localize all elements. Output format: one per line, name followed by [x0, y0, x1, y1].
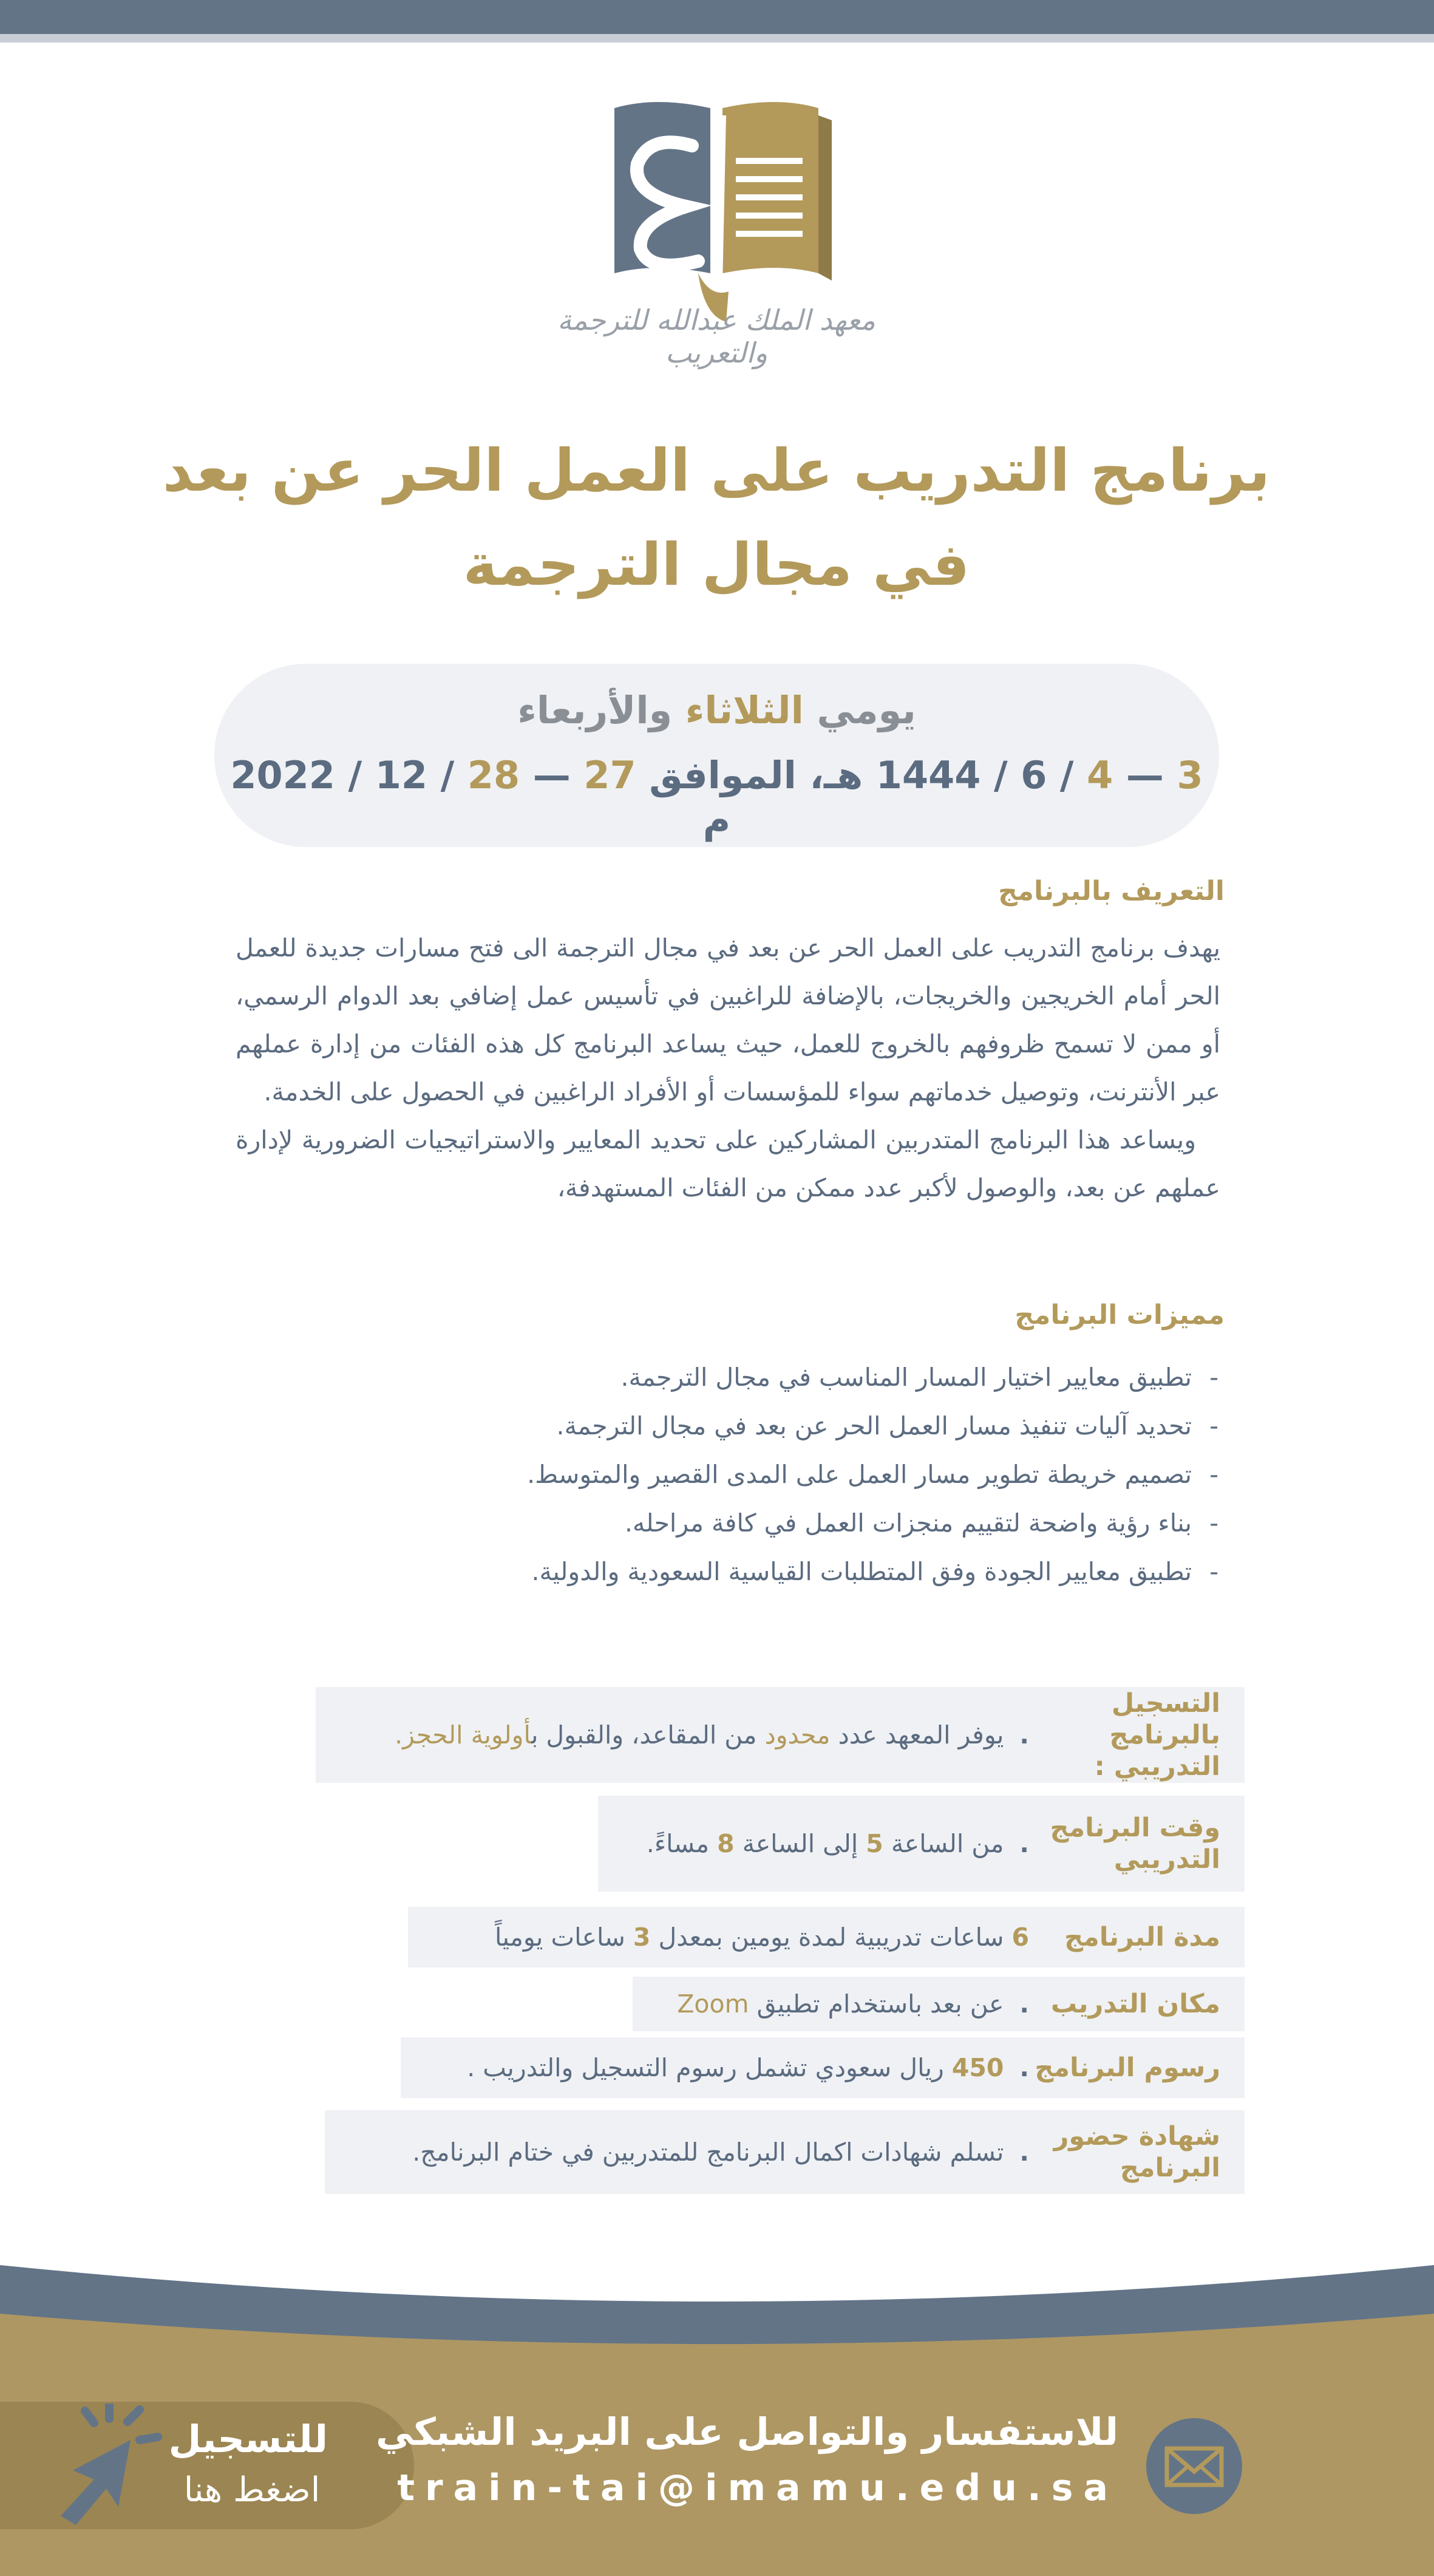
bullet: . — [1019, 1989, 1029, 2019]
features-heading: مميزات البرنامج — [1014, 1300, 1225, 1331]
top-bar-line — [0, 34, 1434, 43]
greg-dash: — — [520, 753, 584, 797]
info-value-location — [659, 1989, 1029, 2019]
info-row-fees — [401, 2037, 1245, 2098]
value-part: من المقاعد، والقبول ب — [531, 1720, 765, 1750]
top-bar — [0, 0, 1434, 34]
hijri-dash: — — [1113, 753, 1177, 797]
hijri-end-day: 4 — [1087, 753, 1113, 797]
list-item — [186, 1499, 1218, 1547]
info-row-location — [633, 1977, 1245, 2031]
value-part: ساعات تدريبية لمدة يومين بمعدل — [650, 1923, 1012, 1952]
contact-email[interactable]: train-tai@imamu.edu.sa — [397, 2467, 1118, 2509]
hijri-rest: / 6 / 1444 هـ، الموافق — [636, 753, 1087, 797]
value-highlight: أولوية الحجز. — [395, 1720, 531, 1750]
value-part: مساءً. — [646, 1829, 718, 1858]
value-highlight: 6 — [1011, 1923, 1029, 1952]
list-item — [186, 1402, 1218, 1450]
days-prefix: يومي — [803, 688, 916, 732]
list-dash: - — [1209, 1363, 1218, 1392]
greg-start-day: 27 — [583, 753, 636, 797]
value-highlight: 450 — [951, 2053, 1004, 2082]
value-highlight: 8 — [717, 1829, 735, 1858]
schedule-date — [214, 753, 1219, 842]
greg-end-day: 28 — [467, 753, 520, 797]
list-dash: - — [1209, 1557, 1218, 1586]
info-row-time — [598, 1796, 1245, 1892]
info-label-time: وقت البرنامج التدريبي — [1050, 1813, 1220, 1875]
feature-text: تحديد آليات تنفيذ مسار العمل الحر عن بعد في مجال الترجمة. — [556, 1411, 1192, 1440]
days-highlight: الثلاثاء — [685, 688, 804, 732]
greg-rest: / 12 / 2022 م — [230, 753, 731, 842]
info-value-time — [628, 1829, 1029, 1858]
bullet: . — [1019, 2138, 1029, 2167]
value-part: ساعات يومياً — [495, 1923, 633, 1952]
info-label-location: مكان التدريب — [1050, 1989, 1220, 2019]
register-title[interactable]: للتسجيل — [168, 2417, 328, 2461]
page-title-line2: في مجال الترجمة — [463, 531, 970, 599]
list-item — [186, 1547, 1218, 1596]
value-part: إلى الساعة — [734, 1829, 866, 1858]
logo-caption: معهد الملك عبدالله للترجمة والتعريب — [557, 304, 875, 369]
info-row-registration — [316, 1687, 1245, 1783]
info-label-certificate: شهادة حضور البرنامج — [1053, 2121, 1220, 2183]
list-item — [186, 1353, 1218, 1402]
mail-icon — [1146, 2418, 1242, 2514]
bullet: . — [1019, 1720, 1029, 1750]
bullet: . — [1019, 1829, 1029, 1858]
about-paragraph-1: يهدف برنامج التدريب على العمل الحر عن بعد في مجال الترجمة الى فتح مسارات جديدة للعمل الحر أمام الخريجين والخريجات، بالإضافة للراغبين في تأسيس عمل إضافي بعد الدوام الرسمي، أو ممن لا تسمح ظروفهم بالخروج للعمل، حيث يساعد البرنامج كل هذه الفئات من إدارة عملهم عبر الأنترنت، وتوصيل خدماتهم سواء للمؤسسات أو الأفراد الراغبين في الحصول على الخدمة. — [236, 933, 1220, 1106]
value-part: يوفر المعهد عدد — [830, 1720, 1004, 1750]
page-title-line1: برنامج التدريب على العمل الحر عن بعد — [162, 437, 1271, 505]
value-part: ريال سعودي تشمل رسوم التسجيل والتدريب . — [467, 2053, 952, 2082]
mail-icon-circle — [1146, 2418, 1242, 2514]
value-highlight: 5 — [866, 1829, 883, 1858]
about-paragraph-2: ويساعد هذا البرنامج المتدربين المشاركين على تحديد المعايير والاستراتيجيات الضرورية لإدارة عملهم عن بعد، والوصول لأكبر عدد ممكن من الفئات المستهدفة، — [236, 1125, 1220, 1202]
value-part: عن بعد باستخدام تطبيق — [749, 1989, 1004, 2019]
feature-text: تطبيق معايير الجودة وفق المتطلبات القياسية السعودية والدولية. — [531, 1557, 1192, 1586]
info-value-duration — [477, 1923, 1029, 1952]
list-dash: - — [1209, 1508, 1218, 1538]
list-dash: - — [1209, 1411, 1218, 1440]
contact-text: للاستفسار والتواصل على البريد الشبكي — [375, 2410, 1118, 2454]
bullet: . — [1019, 2053, 1029, 2082]
hijri-start-day: 3 — [1177, 753, 1203, 797]
value-highlight: محدود — [764, 1720, 831, 1750]
info-row-duration — [408, 1907, 1245, 1968]
list-item — [186, 1450, 1218, 1499]
info-label-fees: رسوم البرنامج — [1035, 2053, 1220, 2083]
info-value-fees — [449, 2053, 1029, 2082]
info-value-registration — [376, 1720, 1029, 1750]
features-list — [186, 1353, 1218, 1596]
value-part: تسلم شهادات اكمال البرنامج للمتدربين في ختام البرنامج. — [412, 2138, 1004, 2167]
feature-text: تصميم خريطة تطوير مسار العمل على المدى القصير والمتوسط. — [527, 1460, 1192, 1489]
days-suffix: والأربعاء — [517, 688, 685, 732]
schedule-days — [214, 688, 1219, 732]
info-row-certificate — [325, 2110, 1245, 2194]
about-body — [236, 924, 1220, 1212]
about-heading: التعريف بالبرنامج — [998, 876, 1225, 907]
value-highlight: Zoom — [677, 1989, 749, 2019]
schedule-pill — [214, 664, 1219, 847]
feature-text: تطبيق معايير اختيار المسار المناسب في مجال الترجمة. — [620, 1363, 1192, 1392]
info-label-duration: مدة البرنامج — [1064, 1922, 1220, 1952]
list-dash: - — [1209, 1460, 1218, 1489]
cursor-click-icon[interactable] — [36, 2404, 182, 2525]
register-subtitle[interactable]: اضغط هنا — [183, 2470, 321, 2510]
info-label-registration: التسجيل بالبرنامج التدريبي : — [1094, 1688, 1220, 1782]
value-part: من الساعة — [883, 1829, 1004, 1858]
value-highlight: 3 — [633, 1923, 651, 1952]
info-value-certificate — [394, 2138, 1029, 2167]
feature-text: بناء رؤية واضحة لتقييم منجزات العمل في كافة مراحله. — [625, 1508, 1192, 1538]
